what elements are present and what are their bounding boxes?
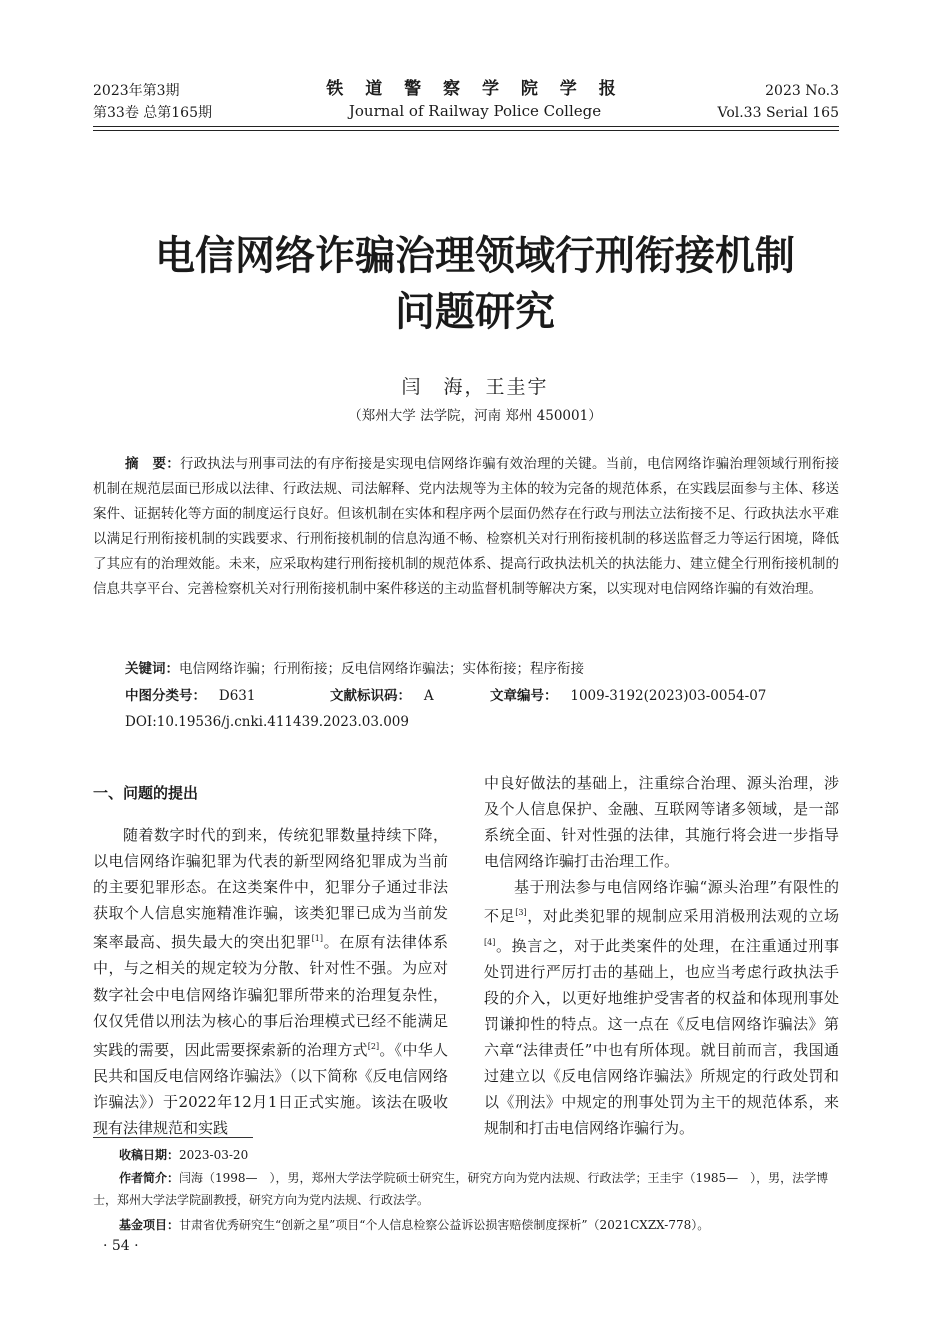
header-volume: 第33卷 总第165期: [93, 105, 212, 121]
paragraph-text: 。在原有法律体系中，与之相关的规定较为分散、针对性不强。为应对数字社会中电信网络诈骗犯罪所带来的治理复杂性，仅仅凭借以刑法为核心的事后治理模式已经不能满足实践的需要，因此需要探索新的治理方式: [93, 933, 448, 1059]
title-line-1: 电信网络诈骗治理领域行刑衔接机制: [155, 233, 795, 279]
title-line-2: 问题研究: [395, 289, 555, 335]
article-no-label: 文章编号：: [490, 688, 558, 704]
keywords: [125, 658, 584, 680]
header-issue-en: [718, 80, 840, 124]
authors: 闫 海，王圭宇: [401, 376, 549, 398]
affiliation: （郑州大学 法学院，河南 郑州 450001）: [348, 408, 602, 424]
received-value: 2023-03-20: [179, 1148, 249, 1162]
header-serial: Vol.33 Serial 165: [717, 105, 839, 121]
paragraph-text: ，对此类犯罪的规制应采用消极刑法观的立场: [526, 907, 839, 926]
citation-ref[interactable]: [1]: [311, 934, 324, 944]
abstract: [93, 452, 839, 602]
footnote-fund: [93, 1214, 839, 1236]
body-column-right: [484, 770, 839, 1141]
page-number: · 54 ·: [103, 1238, 139, 1254]
article-title: [0, 228, 950, 340]
keywords-label: 关键词：: [125, 661, 179, 677]
paragraph-text: 随着数字时代的到来，传统犯罪数量持续下降，以电信网络诈骗犯罪为代表的新型网络犯罪成为当前的主要犯罪形态。在这类案件中，犯罪分子通过非法获取个人信息实施精准诈骗，该类犯罪已成为当前发案率最高、损失最大的突出犯罪: [93, 826, 448, 952]
doi: DOI:10.19536/j.cnki.411439.2023.03.009: [125, 714, 409, 730]
citation-ref[interactable]: [4]: [484, 937, 496, 947]
clc-value: D631: [218, 688, 256, 704]
abstract-label: 摘 要：: [125, 456, 180, 472]
journal-name-cn: 铁 道 警 察 学 院 学 报: [326, 79, 624, 99]
footnote-author: [93, 1167, 839, 1211]
abstract-text: 行政执法与刑事司法的有序衔接是实现电信网络诈骗有效治理的关键。当前，电信网络诈骗治理领域行刑衔接机制在规范层面已形成以法律、行政法规、司法解释、党内法规等为主体的较为完备的规范体系，在实践层面参与主体、移送案件、证据转化等方面的制度运行良好。但该机制在实体和程序两个层面仍然存在行政与刑法立法衔接不足、行政执法水平难以满足行刑衔接机制的实践要求、行刑衔接机制的信息沟通不畅、检察机关对行刑衔接机制的移送监督乏力等运行困境，降低了其应有的治理效能。未来，应采取构建行刑衔接机制的规范体系、提高行政执法机关的执法能力、建立健全行刑衔接机制的信息共享平台、完善检察机关对行刑衔接机制中案件移送的主动监督机制等解决方案，以实现对电信网络诈骗的有效治理。: [93, 456, 840, 597]
doc-code-value: A: [423, 688, 434, 704]
fund-value: 甘肃省优秀研究生“创新之星”项目“个人信息检察公益诉讼损害赔偿制度探析”（2021CXZX-778）。: [179, 1218, 710, 1232]
author-value: 闫海（1998— ），男，郑州大学法学院硕士研究生，研究方向为党内法规、行政法学；王圭宇（1985— ），男，法学博士，郑州大学法学院副教授，研究方向为党内法规、行政法学。: [93, 1171, 829, 1207]
header-issue-year: 2023年第3期: [93, 83, 180, 99]
author-label: 作者简介：: [119, 1171, 180, 1185]
footnote-received: [93, 1144, 839, 1166]
paragraph: [93, 822, 448, 1141]
paragraph-text: 。《中华人民共和国反电信网络诈骗法》（以下简称《反电信网络诈骗法》）于2022年12月1日正式实施。该法在吸收现有法律规范和实践: [93, 1040, 448, 1138]
paragraph-text: 。换言之，对于此类案件的处理，在注重通过刑事处罚进行严厉打击的基础上，也应当考虑行政执法手段的介入，以更好地维护受害者的权益和体现刑事处罚谦抑性的特点。这一点在《反电信网络诈骗法》第六章“法律责任”中也有所体现。就目前而言，我国通过建立以《反电信网络诈骗法》所规定的行政处罚和以《刑法》中规定的刑事处罚为主干的规范体系，来规制和打击电信网络诈骗行为。: [484, 936, 839, 1138]
clc-label: 中图分类号：: [125, 688, 206, 704]
header-rule-thin: [93, 130, 839, 131]
footnote-rule: [93, 1137, 253, 1138]
article-no-value: 1009-3192(2023)03-0054-07: [570, 688, 767, 704]
doc-code-label: 文献标识码：: [330, 688, 411, 704]
paragraph: [484, 874, 839, 1141]
header-rule-thick: [93, 126, 839, 127]
journal-name-en: Journal of Railway Police College: [348, 102, 602, 120]
keywords-text: 电信网络诈骗；行刑衔接；反电信网络诈骗法；实体衔接；程序衔接: [179, 661, 584, 677]
fund-label: 基金项目：: [119, 1218, 180, 1232]
body-column-left: [93, 822, 448, 1141]
section-heading: 一、问题的提出: [93, 784, 199, 802]
paragraph-text: 基于刑法参与电信网络诈骗“源头治理”有限性的不足: [484, 878, 839, 926]
citation-ref[interactable]: [3]: [515, 908, 527, 918]
received-label: 收稿日期：: [119, 1148, 180, 1162]
paragraph: 中良好做法的基础上，注重综合治理、源头治理，涉及个人信息保护、金融、互联网等诸多领域，是一部系统全面、针对性强的法律，其施行将会进一步指导电信网络诈骗打击治理工作。: [484, 774, 839, 871]
header-issue-no: 2023 No.3: [765, 83, 839, 99]
citation-ref[interactable]: [2]: [367, 1041, 380, 1051]
classification-row: [125, 685, 845, 707]
